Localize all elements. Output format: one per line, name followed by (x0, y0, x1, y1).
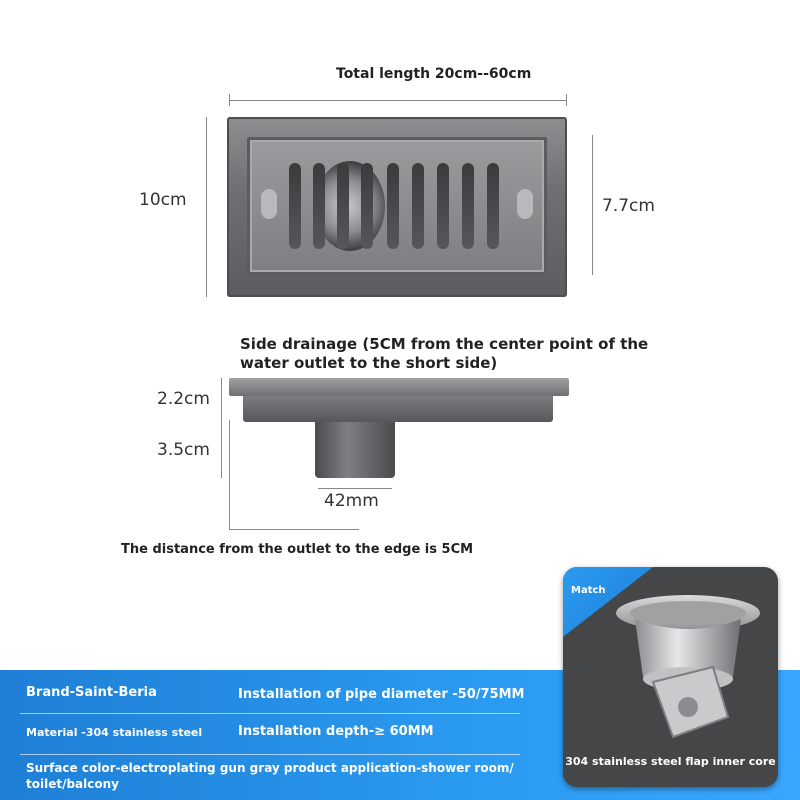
drain-grate (247, 137, 547, 275)
strainer-icon (315, 161, 385, 251)
pipe-diameter-text: Installation of pipe diameter -50/75MM (238, 687, 525, 702)
match-badge-label: Match (571, 585, 606, 596)
outlet-edge-note: The distance from the outlet to the edge is 5CM (121, 542, 474, 557)
surface-text-line1: Surface color-electroplating gun gray product application-shower room/ (26, 761, 514, 775)
match-card-caption: 304 stainless steel flap inner core (565, 755, 776, 768)
material-text: Material -304 stainless steel (26, 726, 203, 739)
drainage-note-line2: water outlet to the short side) (240, 354, 498, 372)
pipe-width-label: 42mm (324, 491, 379, 511)
surface-text-line2: toilet/balcony (26, 777, 119, 791)
grate-notch-right (517, 189, 533, 219)
side-profile-body (243, 396, 553, 422)
side-profile-outlet-pipe (315, 422, 395, 478)
grate-slot (337, 163, 349, 249)
grate-slot (487, 163, 499, 249)
height-label: 10cm (139, 190, 187, 210)
pipe-width-line (318, 488, 392, 489)
brand-text: Brand-Saint-Beria (26, 685, 157, 700)
drainage-note-line1: Side drainage (5CM from the center point of the (240, 335, 649, 353)
total-length-line (229, 100, 566, 101)
grate-slot (412, 163, 424, 249)
inner-height-label: 7.7cm (602, 196, 655, 216)
grate-notch-left (261, 189, 277, 219)
grate-slot (387, 163, 399, 249)
grate-slot (462, 163, 474, 249)
inner-height-line (592, 135, 593, 275)
pipe-height-label: 3.5cm (157, 440, 210, 460)
side-profile-flange (229, 378, 569, 396)
grate-slot (313, 163, 325, 249)
grate-slot (289, 163, 301, 249)
flange-height-label: 2.2cm (157, 389, 210, 409)
grate-slot (361, 163, 373, 249)
outlet-edge-line-left (229, 420, 230, 530)
band-divider (20, 754, 520, 755)
install-depth-text: Installation depth-≥ 60MM (238, 724, 434, 739)
outlet-edge-line (229, 529, 359, 530)
match-card (563, 567, 778, 787)
flap-core-icon (563, 567, 778, 747)
total-length-tick-left (229, 94, 230, 106)
side-height-line (221, 378, 222, 478)
total-length-tick-right (566, 94, 567, 106)
total-length-label: Total length 20cm--60cm (336, 66, 532, 82)
band-divider (20, 713, 520, 714)
height-line (206, 117, 207, 297)
grate-slot (437, 163, 449, 249)
